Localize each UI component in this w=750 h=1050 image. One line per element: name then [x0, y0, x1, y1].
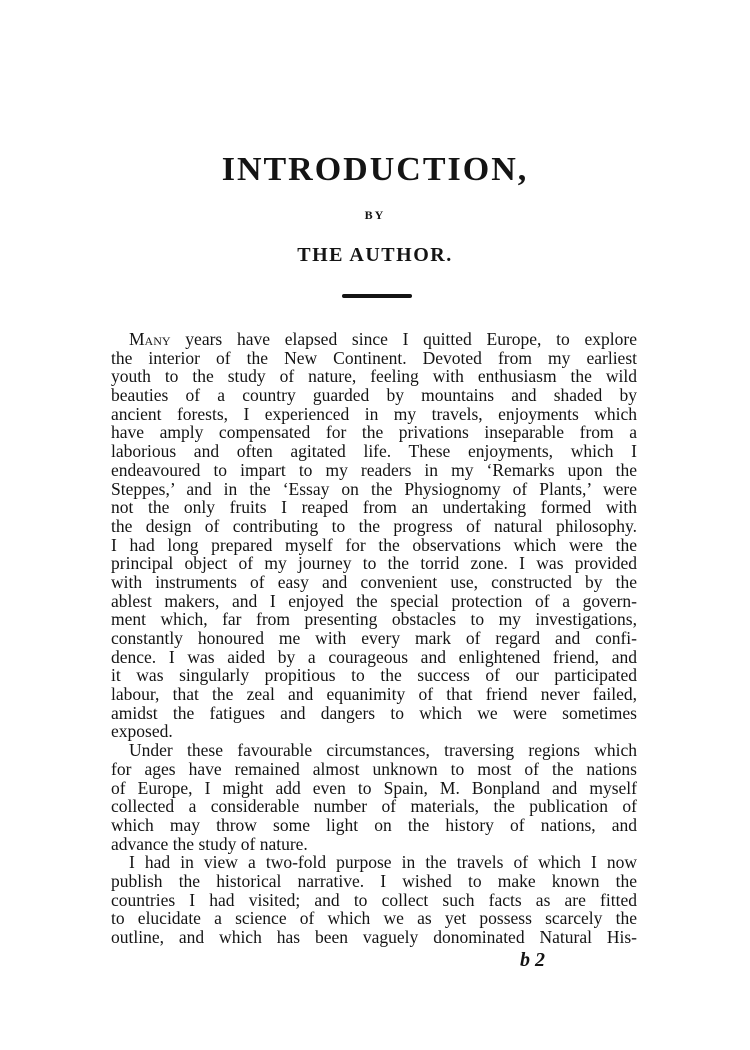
- text-line: labour, that the zeal and equanimity of that friend never failed,: [111, 684, 637, 705]
- text-line: it was singularly propitious to the success of our participated: [111, 665, 637, 686]
- text-line: the interior of the New Continent. Devoted from my earliest: [111, 347, 637, 368]
- text-line: outline, and which has been vaguely donominated Natural His-: [111, 927, 637, 947]
- text-line: which may throw some light on the history of nations, and: [111, 814, 637, 835]
- section-rule: [342, 294, 412, 298]
- text-line: not the only fruits I reaped from an undertaking formed with: [111, 497, 637, 518]
- text-line: advance the study of nature.: [111, 833, 308, 854]
- text-line: to elucidate a science of which we as yet possess scarcely the: [111, 908, 637, 929]
- text-line: beauties of a country guarded by mountains and shaded by: [111, 385, 637, 406]
- text-line: Many years have elapsed since I quitted Europe, to explore: [129, 329, 637, 349]
- text-line: I had in view a two-fold purpose in the travels of which I now: [129, 852, 637, 873]
- text-line: constantly honoured me with every mark of regard and confi-: [111, 628, 637, 648]
- text-line: of Europe, I might add even to Spain, M. Bonpland and myself: [111, 777, 637, 798]
- text-line: Under these favourable circumstances, traversing regions which: [129, 740, 637, 761]
- text-line: laborious and often agitated life. These enjoyments, which I: [111, 441, 637, 462]
- byline-author: THE AUTHOR.: [297, 244, 453, 266]
- text-line: ablest makers, and I enjoyed the special protection of a govern-: [111, 590, 637, 611]
- text-line: dence. I was aided by a courageous and enlightened friend, and: [111, 646, 637, 667]
- first-word: Many: [129, 329, 171, 349]
- text-line: Steppes,’ and in the ‘Essay on the Physiognomy of Plants,’ were: [111, 478, 637, 499]
- text-line: principal object of my journey to the torrid zone. I was provided: [111, 553, 637, 574]
- byline-by: BY: [364, 208, 386, 222]
- text-line: amidst the fatigues and dangers to which we were sometimes: [111, 702, 637, 723]
- page-title: INTRODUCTION,: [221, 151, 529, 188]
- text-line: for ages have remained almost unknown to most of the nations: [111, 758, 637, 779]
- body-text: [111, 330, 637, 947]
- text-line: I had long prepared myself for the observations which were the: [111, 534, 637, 555]
- signature-mark: b 2: [520, 949, 545, 971]
- text-line: exposed.: [111, 721, 173, 742]
- text-line: youth to the study of nature, feeling with enthusiasm the wild: [111, 366, 637, 387]
- text-line: the design of contributing to the progress of natural philosophy.: [111, 515, 637, 536]
- text-line: have amply compensated for the privations inseparable from a: [111, 422, 637, 443]
- text-line: with instruments of easy and convenient use, constructed by the: [111, 571, 637, 592]
- text-line: publish the historical narrative. I wished to make known the: [111, 870, 637, 891]
- text-line: ment which, far from presenting obstacles to my investigations,: [111, 609, 637, 630]
- text-line: ancient forests, I experienced in my travels, enjoyments which: [111, 403, 637, 424]
- text-line: collected a considerable number of materials, the publication of: [111, 796, 637, 817]
- text-line: countries I had visited; and to collect such facts as are fitted: [111, 889, 637, 910]
- text-line: endeavoured to impart to my readers in my ‘Remarks upon the: [111, 459, 637, 480]
